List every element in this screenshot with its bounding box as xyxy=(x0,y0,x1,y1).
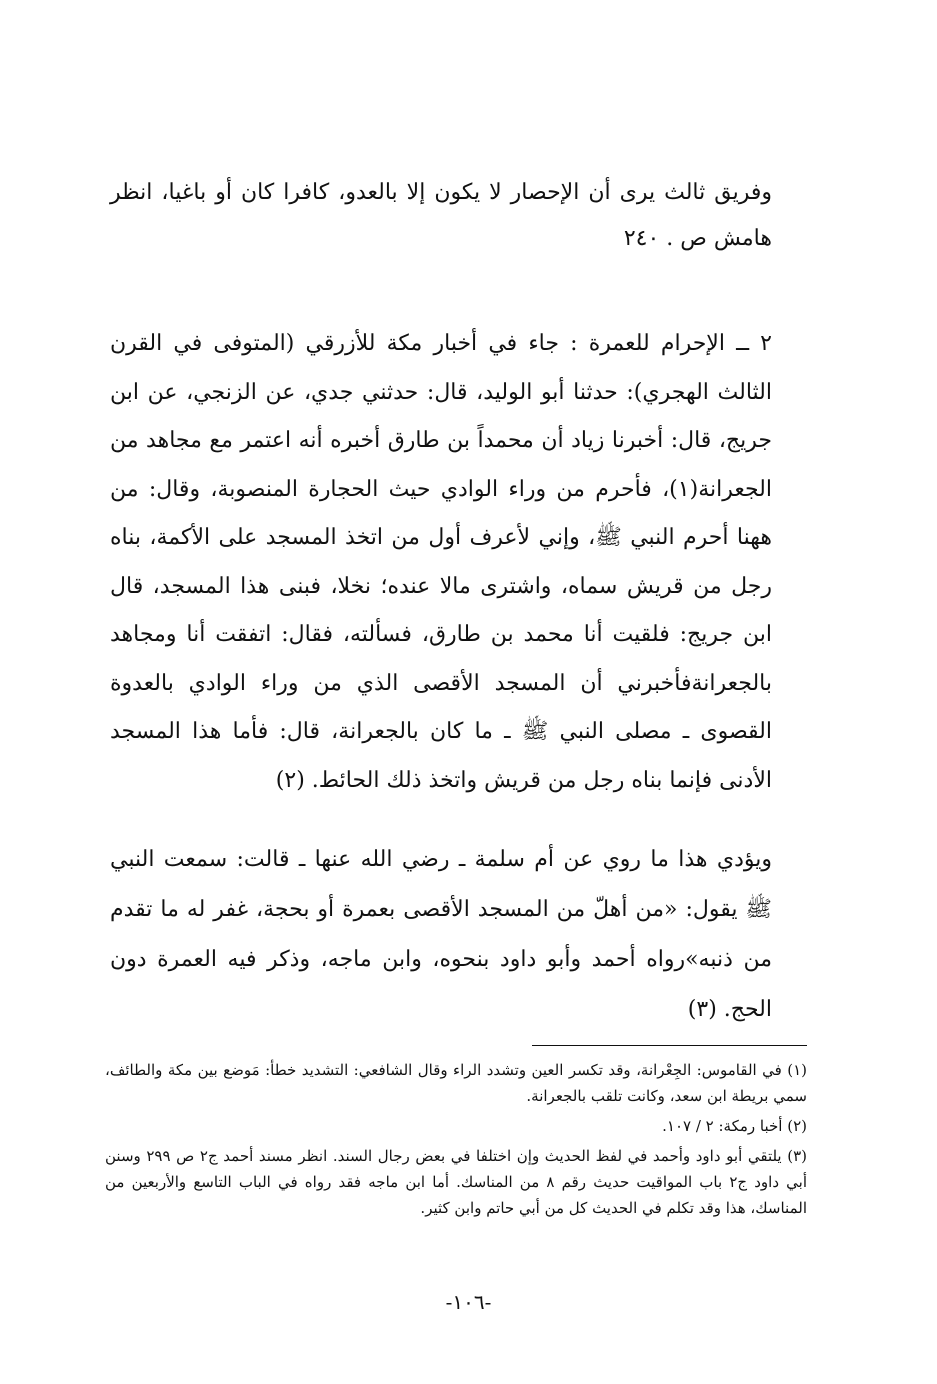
body-paragraph-1: وفريق ثالث يرى أن الإحصار لا يكون إلا بالعدو، كافرا كان أو باغيا، انظر هامش ص . ٢٤٠ xyxy=(110,180,772,251)
body-paragraph-2: ٢ ــ الإحرام للعمرة : جاء في أخبار مكة للأزرقي (المتوفى في القرن الثالث الهجري): حدثنا أبو الوليد، قال: حدثني جدي، عن الزنجي، عن ابن جريج، قال: أخبرنا زياد أن محمداً بن طارق أخبره أنه اعتمر مع مجاهد من الجعرانة(١)، فأحرم من وراء الوادي حيث الحجارة المنصوبة، وقال: من ههنا أحرم النبي ﷺ، وإني لأعرف أول من اتخذ المسجد على الأكمة، بناه رجل من قريش سماه، واشترى مالا عنده؛ نخلا، فبنى هذا المسجد، قال ابن جريج: فلقيت أنا محمد بن طارق، فسألته، فقال: اتفقت أنا ومجاهد بالجعرانةفأخبرني أن المسجد الأقصى الذي من وراء الوادي بالعدوة القصوى ـ مصلى النبي ﷺ ـ ما كان بالجعرانة، قال: فأما هذا المسجد الأدنى فإنما بناه رجل من قريش واتخذ ذلك الحائط. (٢) xyxy=(110,331,772,793)
footnote-3: (٣) يلتقي أبو داود وأحمد في لفظ الحديث وإن اختلفا في بعض رجال السند. انظر مسند أحمد ج٢ ص ٢٩٩ وسنن أبي داود ج٢ باب المواقيت حديث رقم ٨ من المناسك. أما ابن ماجه فقد رواه في الباب التاسع والأربعين من المناسك، هذا وقد تكلم في الحديث كل من أبي حاتم وابن كثير. xyxy=(105,1147,807,1217)
page-number: -١٠٦- xyxy=(445,1290,492,1314)
footnote-2: (٢) أخبا رمكة: ٢ / ١٠٧. xyxy=(662,1117,807,1135)
body-paragraph-3: ويؤدي هذا ما روي عن أم سلمة ـ رضي الله عنها ـ قالت: سمعت النبي ﷺ يقول: «من أهلّ من المسجد الأقصى بعمرة أو بحجة، غفر له ما تقدم من ذنبه»رواه أحمد وأبو داود بنحوه، وابن ماجه، وذكر فيه العمرة دون الحج. (٣) xyxy=(110,847,772,1022)
footnotes xyxy=(105,1057,807,1225)
footnote-1: (١) في القاموس: الجِعْرانة، وقد تكسر العين وتشدد الراء وقال الشافعي: التشديد خطأ: مَوضع بين مكة والطائف، سمي بريطة ابن سعد، وكانت تلقب بالجعرانة. xyxy=(105,1061,807,1105)
footnote-separator xyxy=(532,1045,807,1046)
